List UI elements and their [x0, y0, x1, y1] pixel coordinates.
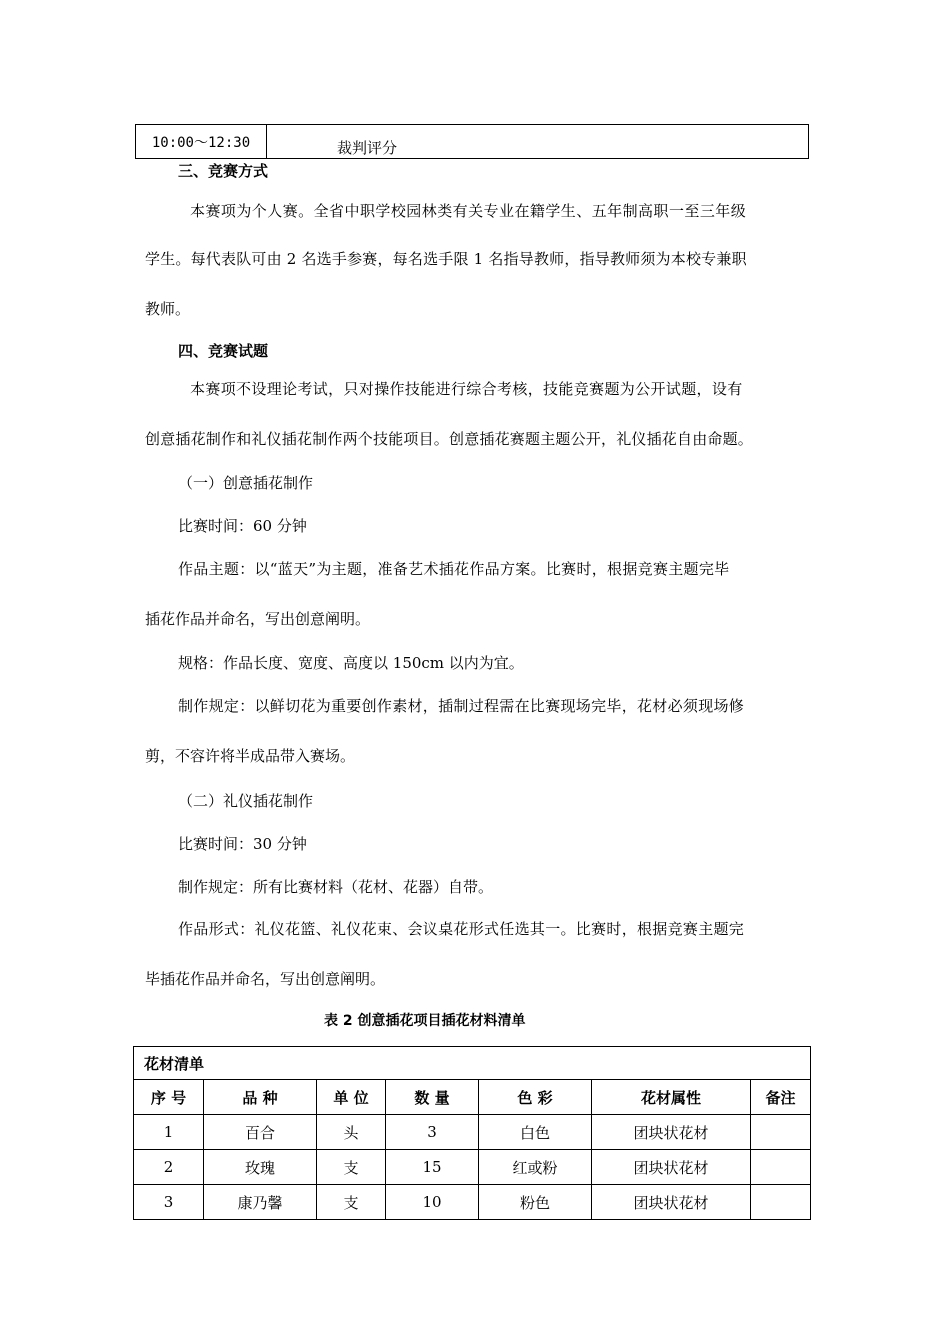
table-cell: 玫瑰 — [204, 1150, 317, 1185]
part1-title: （一）创意插花制作 — [178, 474, 314, 492]
part2-time: 比赛时间：30 分钟 — [178, 835, 307, 853]
table-cell: 百合 — [204, 1115, 317, 1150]
col-header: 品 种 — [204, 1080, 317, 1115]
table-cell: 团块状花材 — [592, 1185, 751, 1220]
table-row — [134, 1115, 811, 1150]
part1-theme-2: 插花作品并命名，写出创意阐明。 — [145, 610, 371, 628]
part2-form-2: 毕插花作品并命名，写出创意阐明。 — [145, 970, 386, 988]
col-header: 数 量 — [386, 1080, 479, 1115]
table-cell: 红或粉 — [479, 1150, 592, 1185]
col-header: 花材属性 — [592, 1080, 751, 1115]
section4-heading: 四、竞赛试题 — [178, 342, 269, 360]
part1-rule-1: 制作规定：以鲜切花为重要创作素材，插制过程需在比赛现场完毕，花材必须现场修 — [178, 697, 745, 715]
table-header-row — [134, 1080, 811, 1115]
table-cell: 康乃馨 — [204, 1185, 317, 1220]
table-caption-row — [134, 1047, 811, 1080]
table-cell: 团块状花材 — [592, 1150, 751, 1185]
section4-intro-2: 创意插花制作和礼仪插花制作两个技能项目。创意插花赛题主题公开，礼仪插花自由命题。 — [145, 430, 754, 448]
section3-line-3: 教师。 — [145, 300, 191, 318]
table-cell: 粉色 — [479, 1185, 592, 1220]
schedule-time: 10:00～12:30 — [136, 125, 267, 159]
table-cell: 15 — [386, 1150, 479, 1185]
table-cell — [751, 1115, 811, 1150]
table-cell: 白色 — [479, 1115, 592, 1150]
table-cell: 头 — [317, 1115, 386, 1150]
table-cell: 3 — [134, 1185, 204, 1220]
part2-rule: 制作规定：所有比赛材料（花材、花器）自带。 — [178, 878, 494, 896]
materials-table — [133, 1046, 811, 1220]
part1-rule-2: 剪，不容许将半成品带入赛场。 — [145, 747, 356, 765]
schedule-activity: 裁判评分 — [267, 125, 809, 159]
table-cell — [751, 1150, 811, 1185]
col-header: 备注 — [751, 1080, 811, 1115]
table-row — [136, 125, 809, 159]
section4-intro-1: 本赛项不设理论考试，只对操作技能进行综合考核，技能竞赛题为公开试题，设有 — [190, 380, 743, 398]
part1-spec: 规格：作品长度、宽度、高度以 150cm 以内为宜。 — [178, 654, 524, 672]
col-header: 序 号 — [134, 1080, 204, 1115]
table-cell: 1 — [134, 1115, 204, 1150]
table2-title: 表 2 创意插花项目插花材料清单 — [324, 1013, 526, 1029]
table-row — [134, 1185, 811, 1220]
table-cell: 支 — [317, 1150, 386, 1185]
part1-time: 比赛时间：60 分钟 — [178, 517, 307, 535]
table-cell: 2 — [134, 1150, 204, 1185]
section3-line-2: 学生。每代表队可由 2 名选手参赛，每名选手限 1 名指导教师，指导教师须为本校专兼职 — [145, 250, 747, 268]
table-cell: 3 — [386, 1115, 479, 1150]
table-cell: 团块状花材 — [592, 1115, 751, 1150]
schedule-table — [135, 124, 809, 159]
section3-heading: 三、竞赛方式 — [178, 162, 269, 180]
part2-title: （二）礼仪插花制作 — [178, 792, 314, 810]
table-caption: 花材清单 — [134, 1047, 811, 1080]
table-cell: 支 — [317, 1185, 386, 1220]
table-cell: 10 — [386, 1185, 479, 1220]
part1-theme-1: 作品主题：以“蓝天”为主题，准备艺术插花作品方案。比赛时，根据竞赛主题完毕 — [178, 560, 730, 578]
table-cell — [751, 1185, 811, 1220]
table-row — [134, 1150, 811, 1185]
col-header: 色 彩 — [479, 1080, 592, 1115]
section3-line-1: 本赛项为个人赛。全省中职学校园林类有关专业在籍学生、五年制高职一至三年级 — [190, 202, 747, 220]
col-header: 单 位 — [317, 1080, 386, 1115]
part2-form-1: 作品形式：礼仪花篮、礼仪花束、会议桌花形式任选其一。比赛时，根据竞赛主题完 — [178, 920, 745, 938]
